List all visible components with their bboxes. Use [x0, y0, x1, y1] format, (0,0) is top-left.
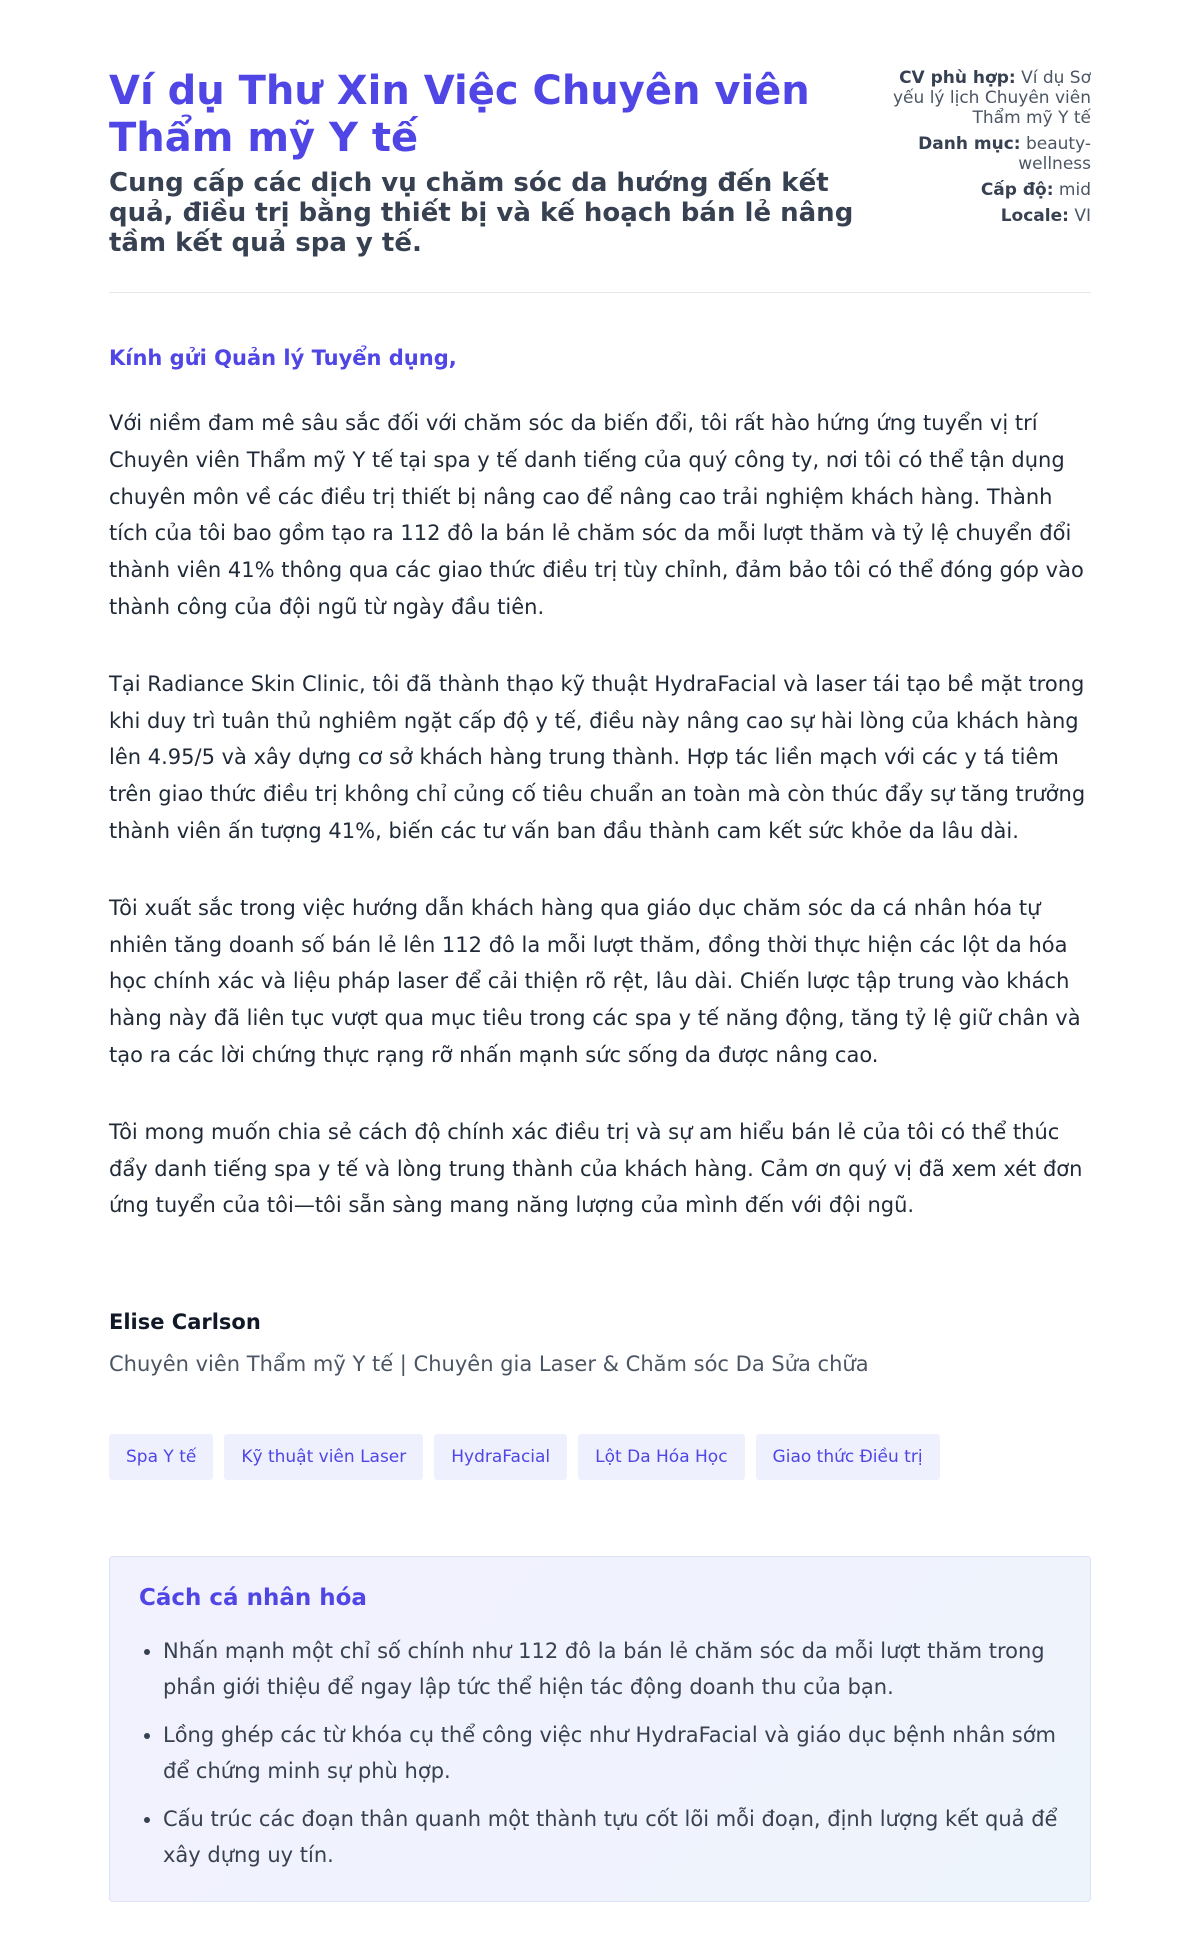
tag-chip: Giao thức Điều trị: [756, 1434, 940, 1480]
letter-body: [109, 344, 1091, 1224]
meta-level: [886, 180, 1091, 200]
tips-list: [139, 1633, 1062, 1873]
meta-value: mid: [1058, 180, 1091, 200]
meta-key: Danh mục:: [918, 134, 1021, 154]
signature-name: Elise Carlson: [109, 1310, 261, 1335]
tip-item: • Lồng ghép các từ khóa cụ thể công việc như HydraFacial và giáo dục bệnh nhân sớm để chứng minh sự phù hợp.: [163, 1717, 1062, 1789]
signature-title: Chuyên viên Thẩm mỹ Y tế | Chuyên gia Laser & Chăm sóc Da Sửa chữa: [109, 1352, 869, 1377]
meta-key: Locale:: [1000, 206, 1069, 226]
meta-resume: [886, 68, 1091, 128]
meta-category: [886, 134, 1091, 174]
page-subtitle: Cung cấp các dịch vụ chăm sóc da hướng đến kết quả, điều trị bằng thiết bị và kế hoạch bán lẻ nâng tầm kết quả spa y tế.: [109, 168, 854, 258]
header-titles: [109, 68, 869, 258]
meta-value: Ví dụ Sơ yếu lý lịch Chuyên viên Thẩm mỹ Y tế: [893, 68, 1091, 128]
meta-key: Cấp độ:: [980, 180, 1054, 200]
tip-item: • Cấu trúc các đoạn thân quanh một thành tựu cốt lõi mỗi đoạn, định lượng kết quả để xây dựng uy tín.: [163, 1801, 1062, 1873]
letter-paragraph: Tôi xuất sắc trong việc hướng dẫn khách hàng qua giáo dục chăm sóc da cá nhân hóa tự nhiên tăng doanh số bán lẻ lên 112 đô la mỗi lượt thăm, đồng thời thực hiện các lột da hóa học chính xác và liệu pháp laser để cải thiện rõ rệt, lâu dài. Chiến lược tập trung vào khách hàng này đã liên tục vượt qua mục tiêu trong các spa y tế năng động, tăng tỷ lệ giữ chân và tạo ra các lời chứng thực rạng rỡ nhấn mạnh sức sống da được nâng cao.: [109, 895, 1081, 1067]
page-title: Ví dụ Thư Xin Việc Chuyên viên Thẩm mỹ Y tế: [109, 68, 810, 161]
letter-paragraph: Tôi mong muốn chia sẻ cách độ chính xác điều trị và sự am hiểu bán lẻ của tôi có thể thúc đẩy danh tiếng spa y tế và lòng trung thành của khách hàng. Cảm ơn quý vị đã xem xét đơn ứng tuyển của tôi—tôi sẵn sàng mang năng lượng của mình đến với đội ngũ.: [109, 1119, 1083, 1218]
tip-item: • Nhấn mạnh một chỉ số chính như 112 đô la bán lẻ chăm sóc da mỗi lượt thăm trong phần giới thiệu để ngay lập tức thể hiện tác động doanh thu của bạn.: [163, 1633, 1062, 1705]
personalize-tips-box: [109, 1556, 1091, 1902]
meta-locale: [886, 206, 1091, 226]
letter-paragraph: Với niềm đam mê sâu sắc đối với chăm sóc da biến đổi, tôi rất hào hứng ứng tuyển vị trí Chuyên viên Thẩm mỹ Y tế tại spa y tế danh tiếng của quý công ty, nơi tôi có thể tận dụng chuyên môn về các điều trị thiết bị nâng cao để nâng cao trải nghiệm khách hàng. Thành tích của tôi bao gồm tạo ra 112 đô la bán lẻ chăm sóc da mỗi lượt thăm và tỷ lệ chuyển đổi thành viên 41% thông qua các giao thức điều trị tùy chỉnh, đảm bảo tôi có thể đóng góp vào thành công của đội ngũ từ ngày đầu tiên.: [109, 411, 1084, 619]
salutation: Kính gửi Quản lý Tuyển dụng,: [109, 346, 457, 370]
tag-chip: Lột Da Hóa Học: [578, 1434, 744, 1480]
signature-block: [109, 1308, 1091, 1378]
meta-panel: [886, 68, 1091, 232]
meta-value: beauty-wellness: [1018, 134, 1091, 174]
tips-title: Cách cá nhân hóa: [139, 1585, 367, 1612]
tag-list: [109, 1434, 1091, 1480]
letter-paragraph: Tại Radiance Skin Clinic, tôi đã thành thạo kỹ thuật HydraFacial và laser tái tạo bề mặt trong khi duy trì tuân thủ nghiêm ngặt cấp độ y tế, điều này nâng cao sự hài lòng của khách hàng lên 4.95/5 và xây dựng cơ sở khách hàng trung thành. Hợp tác liền mạch với các y tá tiêm trên giao thức điều trị không chỉ củng cố tiêu chuẩn an toàn mà còn thúc đẩy sự tăng trưởng thành viên ấn tượng 41%, biến các tư vấn ban đầu thành cam kết sức khỏe da lâu dài.: [109, 671, 1086, 843]
tag-chip: HydraFacial: [434, 1434, 567, 1480]
page-header: [109, 0, 1091, 293]
tag-chip: Kỹ thuật viên Laser: [224, 1434, 423, 1480]
tag-chip: Spa Y tế: [109, 1434, 213, 1480]
meta-value: VI: [1074, 206, 1091, 226]
meta-key: CV phù hợp:: [899, 68, 1016, 88]
